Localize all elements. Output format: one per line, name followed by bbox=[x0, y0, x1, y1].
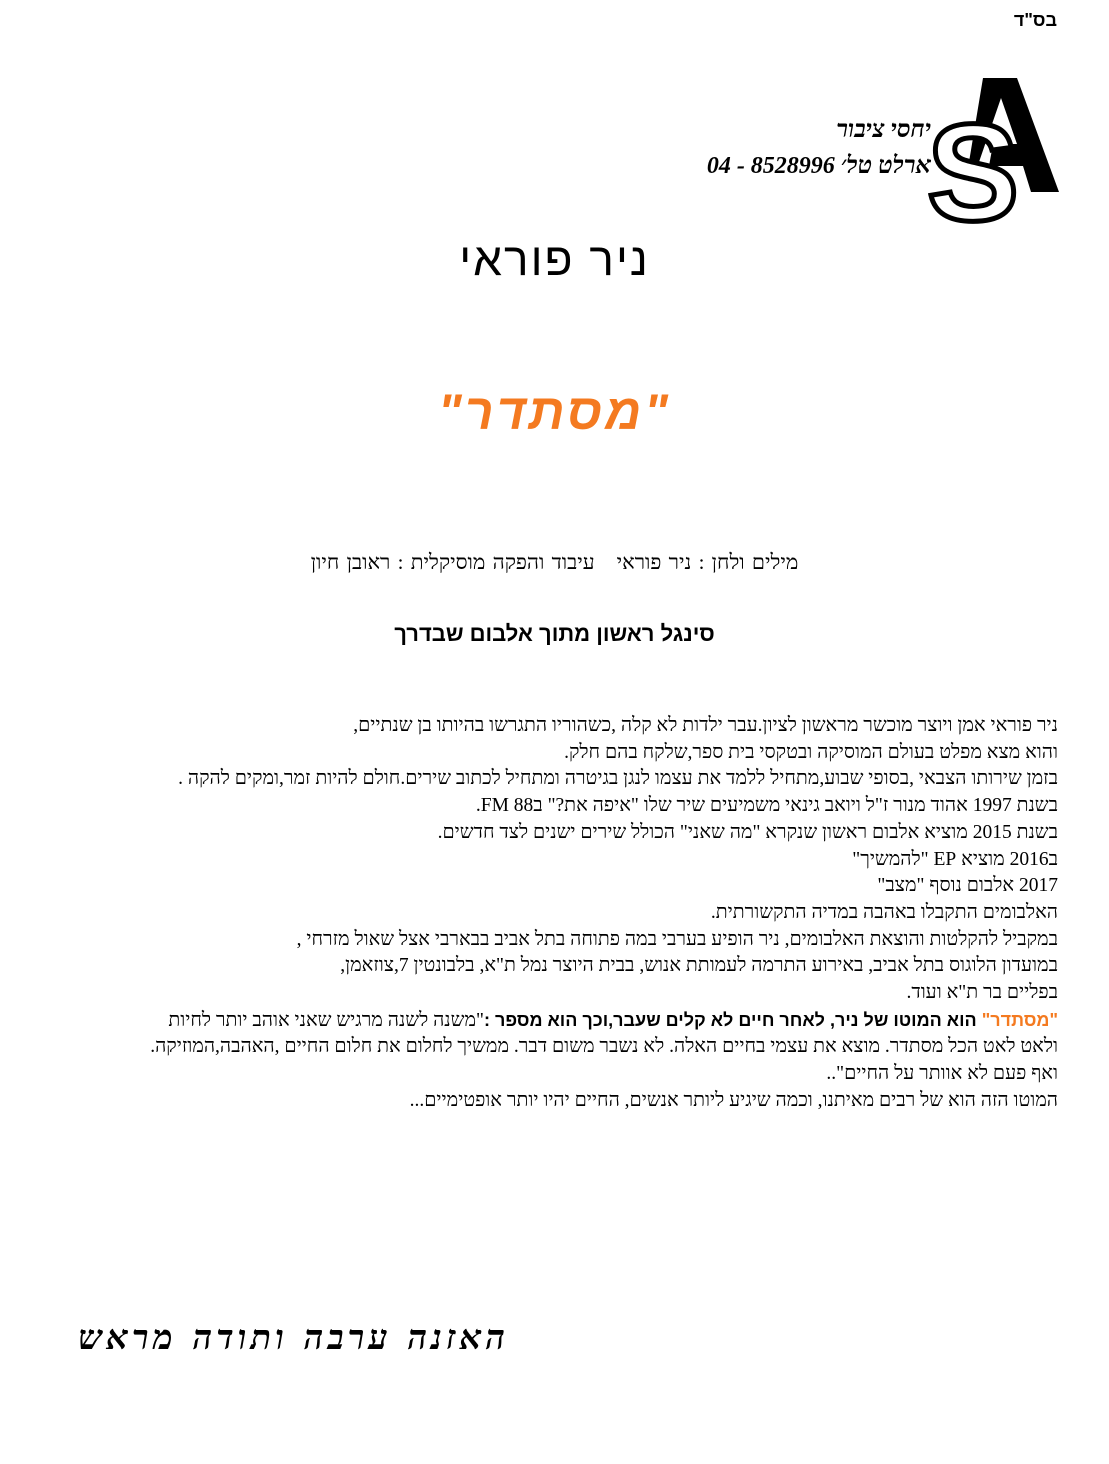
bio-line: ולאט לאט הכל מסתדר. מוצא את עצמי בחיים האלה. לא נשבר משום דבר. ממשיך לחלום את חלום החיים ,האהבה,המוזיקה. bbox=[150, 1036, 1058, 1058]
pr-contact-block bbox=[471, 112, 931, 184]
agency-logo bbox=[925, 74, 1065, 226]
logo-letter-s: S bbox=[927, 96, 1020, 226]
bio-line: בשנת 2015 מוציא אלבום ראשון שנקרא "מה שאני" הכולל שירים ישנים לצד חדשים. bbox=[437, 821, 1058, 843]
bio-line: המוטו הזה הוא של רבים מאיתנו, וכמה שיגיע ליותר אנשים, החיים יהיו יותר אופטימיים... bbox=[409, 1089, 1058, 1111]
motto-bold: הוא המוטו של ניר, לאחר חיים לא קלים שעבר,וכך הוא מספר : bbox=[483, 1009, 982, 1030]
bio-line: בזמן שירותו הצבאי ,בסופי שבוע,מתחיל ללמד את עצמו לנגן בגיטרה ומתחיל לכתוב שירים.חולם להיות זמר,ומקים להקה . bbox=[178, 768, 1058, 790]
bsd-header: בס"ד bbox=[1013, 10, 1057, 30]
motto-highlight: "מסתדר" bbox=[981, 1009, 1058, 1030]
bio-line: בפליים בר ת"א ועוד. bbox=[906, 982, 1058, 1004]
motto-quote: "משנה לשנה מרגיש שאני אוהב יותר לחיות bbox=[168, 1009, 484, 1031]
bio-line: במועדון הלוגוס בתל אביב, באירוע התרמה לעמותת אנוש, בבית היוצר נמל ת"א, בלבונטין 7,צוזאמן, bbox=[340, 955, 1058, 977]
closing-message: האזנה ערבה ותודה מראש bbox=[78, 1318, 509, 1358]
credits-line bbox=[0, 550, 1109, 575]
bio-line: 2017 אלבום נוסף "מצב" bbox=[877, 875, 1058, 897]
song-title: "מסתדר" bbox=[438, 384, 671, 440]
artist-name: ניר פוראי bbox=[459, 233, 650, 285]
bio-line: ניר פוראי אמן ויוצר מוכשר מראשון לציון.עבר ילדות לא קלה ,כשהוריו התגרשו בהיותו בן שנתיים, bbox=[353, 715, 1058, 736]
bio-line: בשנת 1997 אהוד מנור ז"ל ויואב גינאי משמיעים שיר שלו "איפה את?" ב88 FM. bbox=[475, 795, 1058, 817]
pr-contact-line bbox=[471, 148, 931, 184]
credit-lyrics-music: מילים ולחן : ניר פוראי bbox=[616, 550, 799, 574]
pr-contact-name: ארלט טל׳ bbox=[840, 153, 931, 179]
credit-arrangement: עיבוד והפקה מוסיקלית : ראובן חיון bbox=[310, 550, 595, 574]
bio-line: ואף פעם לא אוותר על החיים".. bbox=[826, 1063, 1058, 1085]
single-announcement: סינגל ראשון מתוך אלבום שבדרך bbox=[394, 621, 715, 646]
biography bbox=[68, 713, 1058, 1115]
pr-title: יחסי ציבור bbox=[836, 117, 931, 143]
bio-line: ב2016 מוציא EP "להמשיך" bbox=[852, 848, 1058, 870]
bio-motto-line bbox=[68, 1007, 1058, 1035]
bio-line: האלבומים התקבלו באהבה במדיה התקשורתית. bbox=[710, 901, 1058, 923]
bio-line: במקביל להקלטות והוצאת האלבומים, ניר הופיע בערבי במה פתוחה בתל אביב בבארבי אצל שאול מזרחי , bbox=[296, 928, 1058, 950]
bio-line: והוא מצא מפלט בעולם המוסיקה ובטקסי בית ספר,שלקח בהם חלק. bbox=[564, 741, 1058, 763]
pr-phone-number: 04 - 8528996 bbox=[706, 153, 835, 179]
